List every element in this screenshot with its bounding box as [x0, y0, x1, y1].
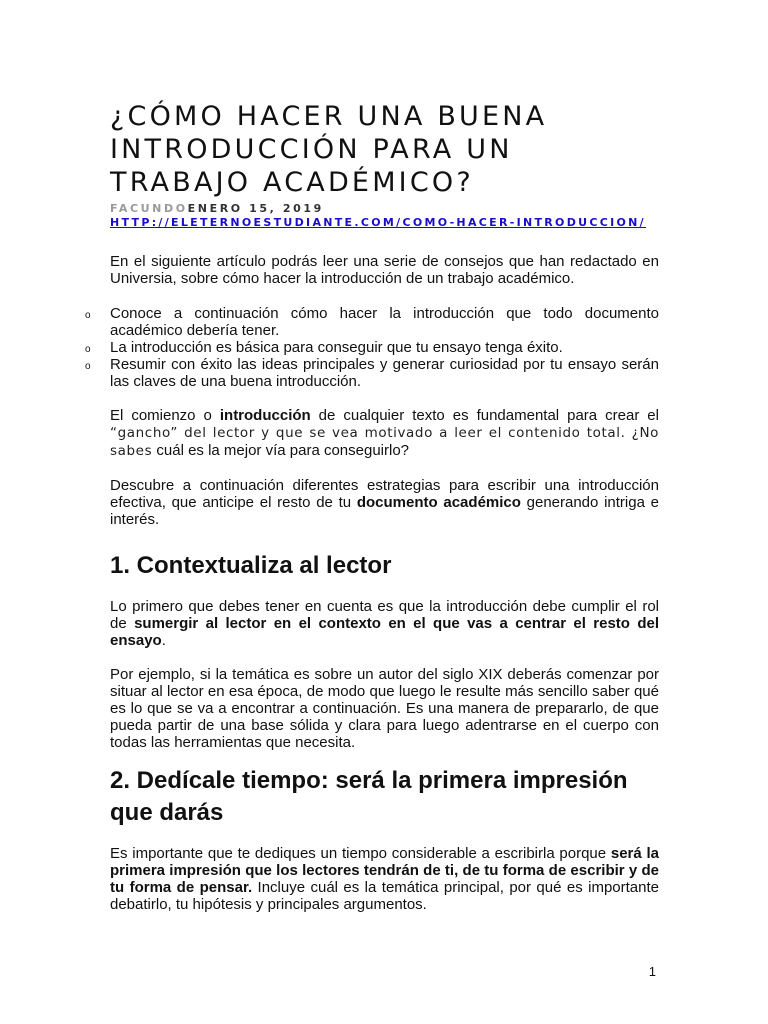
- section2-paragraph-1: [110, 845, 659, 913]
- list-item-text: Conoce a continuación cómo hacer la introducción que todo documento académico debería tener.: [110, 305, 659, 339]
- bullet-marker: o: [85, 361, 91, 372]
- text-run: Descubre a continuación diferentes estrategias para escribir una introducción efectiva, que anticipe el resto de tu: [110, 477, 659, 511]
- text-run: Es importante que te dediques un tiempo considerable a escribirla porque: [110, 845, 611, 862]
- section1-paragraph-1: [110, 598, 659, 649]
- bullet-marker: o: [85, 344, 91, 355]
- page-number: 1: [648, 964, 656, 979]
- list-item-text: La introducción es básica para conseguir que tu ensayo tenga éxito.: [110, 339, 563, 356]
- text-run: El comienzo o: [110, 407, 220, 424]
- section-heading-1: 1. Contextualiza al lector: [110, 552, 392, 579]
- text-run: Incluye cuál es la temática principal, por qué es importante debatirlo, tu hipótesis y principales argumentos.: [110, 879, 659, 913]
- text-run: .: [161, 632, 166, 649]
- opening-paragraph: [110, 407, 659, 460]
- list-item-text: Resumir con éxito las ideas principales y generar curiosidad por tu ensayo serán las claves de una buena introducción.: [110, 356, 659, 390]
- list-item: [85, 356, 659, 390]
- list-item: [85, 305, 659, 339]
- bold-phrase: sumergir al lector en el contexto en el que vas a centrar el resto del ensayo: [110, 615, 660, 649]
- bold-phrase: será la primera impresión que los lectores tendrán de ti, de tu forma de escribir y de tu forma de pensar.: [110, 845, 659, 896]
- article-meta: [110, 202, 659, 215]
- article-title: ¿CÓMO HACER UNA BUENA INTRODUCCIÓN PARA UN TRABAJO ACADÉMICO?: [110, 101, 548, 198]
- bold-term: introducción: [219, 407, 311, 424]
- text-run: de cualquier texto es fundamental para crear el: [310, 407, 659, 424]
- section-heading-2: 2. Dedícale tiempo: será la primera impresión que darás: [110, 767, 628, 826]
- quote-text: “gancho” del lector y que se vea motivado a leer el contenido total. ¿No sabes: [110, 425, 659, 459]
- bullet-marker: o: [85, 310, 91, 321]
- key-points-list: [85, 305, 659, 390]
- bold-term: documento académico: [356, 494, 521, 511]
- section1-paragraph-2: Por ejemplo, si la temática es sobre un autor del siglo XIX deberás comenzar por situar al lector en esa época, de modo que luego le resulte más sencillo saber qué es lo que se va a encontrar a continuación. Es una manera de prepararlo, de que pueda partir de una base sólida y clara para luego adentrarse en el cuerpo con todas las herramientas que necesita.: [110, 666, 659, 751]
- strategies-paragraph: [110, 477, 659, 528]
- text-run: Lo primero que debes tener en cuenta es que la introducción debe cumplir el rol de: [110, 598, 659, 632]
- text-run: cuál es la mejor vía para conseguirlo?: [152, 442, 410, 459]
- intro-paragraph: En el siguiente artículo podrás leer una serie de consejos que han redactado en Universia, sobre cómo hacer la introducción de un trabajo académico.: [110, 253, 659, 287]
- document-page: [85, 100, 660, 913]
- source-link[interactable]: HTTP://ELETERNOESTUDIANTE.COM/COMO-HACER-INTRODUCCION/: [110, 216, 646, 229]
- publish-date: ENERO 15, 2019: [187, 202, 324, 215]
- list-item: [85, 339, 659, 356]
- author-name: FACUNDO: [110, 202, 188, 215]
- text-run: generando intriga e interés.: [110, 494, 659, 528]
